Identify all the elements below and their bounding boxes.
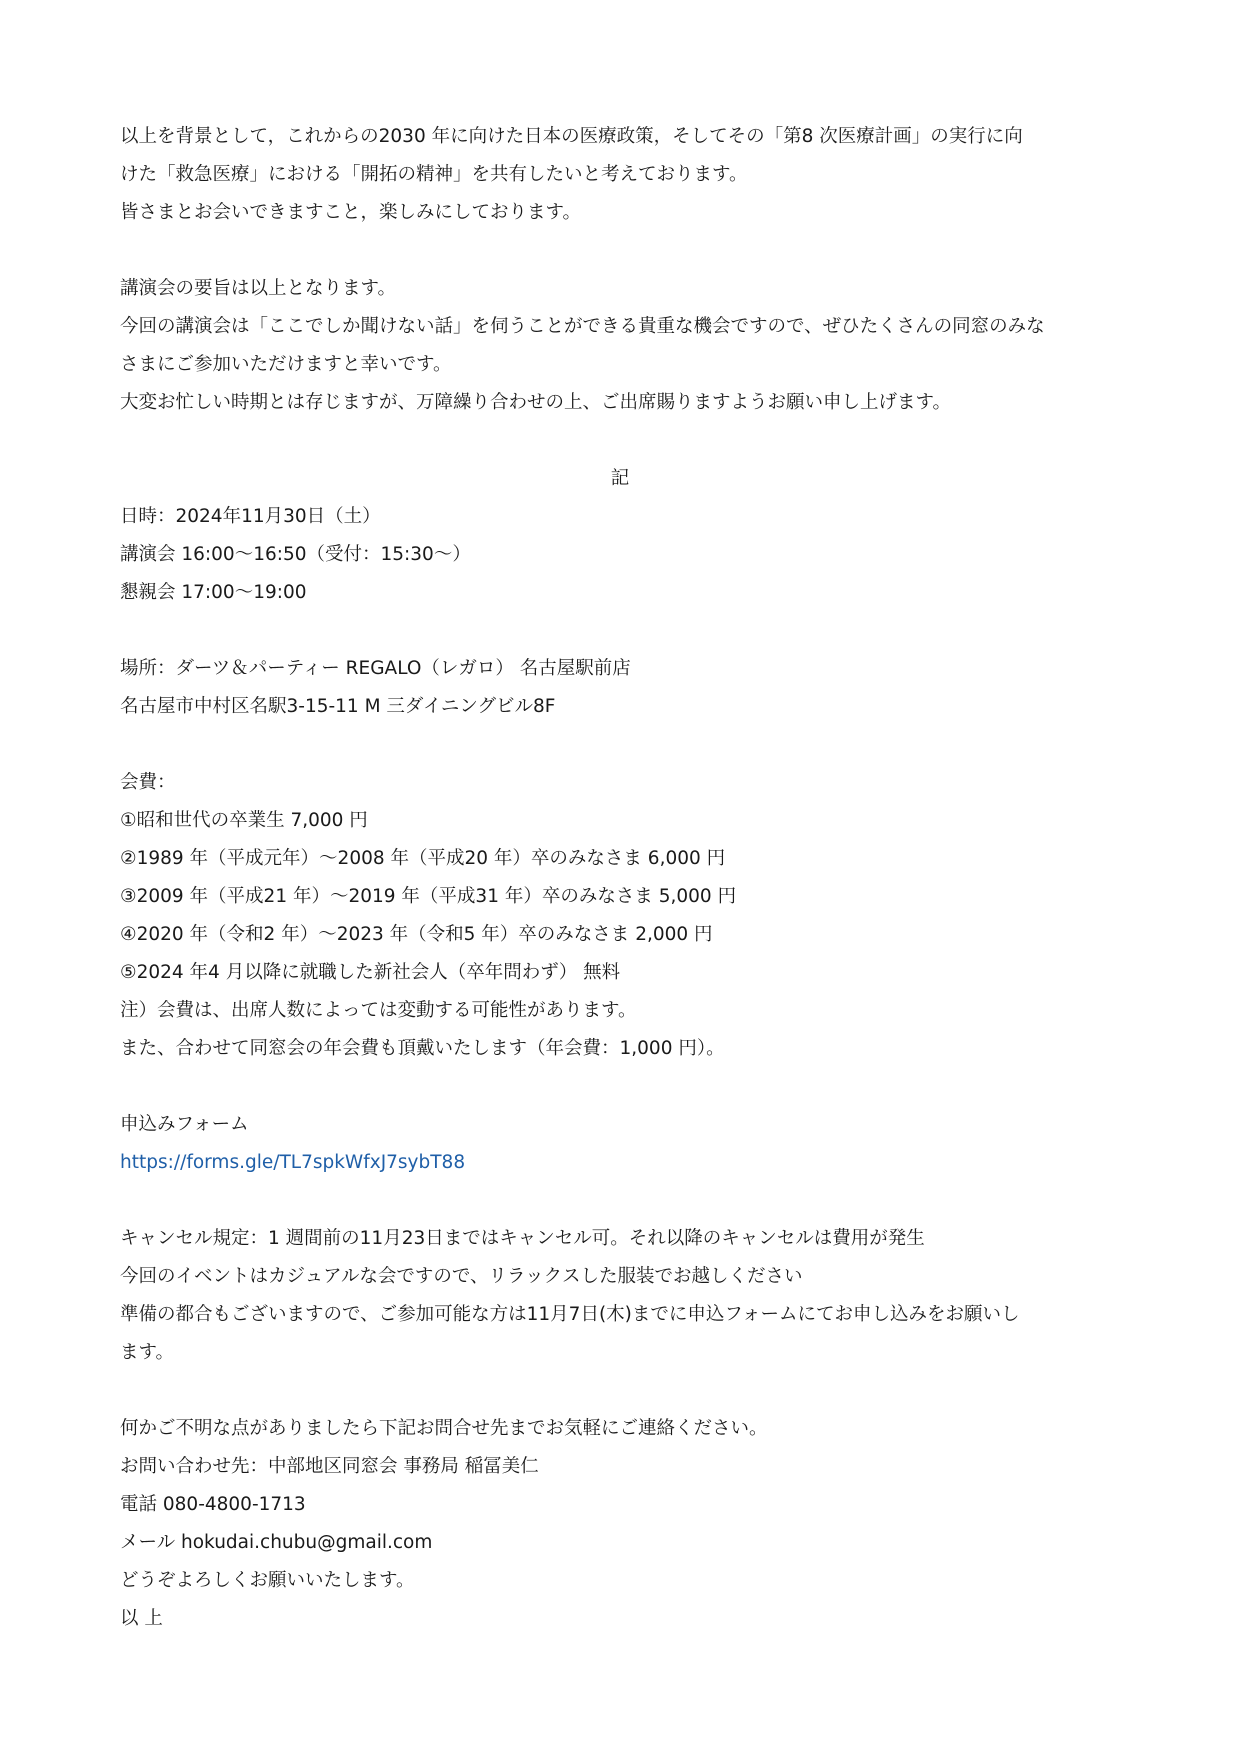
summary-line-1: 講演会の要旨は以上となります。 bbox=[120, 278, 397, 299]
spacer bbox=[120, 232, 1130, 270]
deadline-line-1: 準備の都合もございますので、ご参加可能な方は11月7日(木)までに申込フォームにてお申し込みをお願いし bbox=[120, 1304, 1020, 1325]
spacer bbox=[120, 422, 1130, 460]
spacer bbox=[120, 1068, 1130, 1106]
schedule-lecture: 講演会 16:00～16:50（受付：15:30～） bbox=[120, 544, 471, 565]
form-heading: 申込みフォーム bbox=[120, 1114, 249, 1135]
spacer bbox=[120, 726, 1130, 764]
fees-note-2: また、合わせて同窓会の年会費も頂戴いたします（年会費：1,000 円）。 bbox=[120, 1038, 725, 1059]
schedule-date: 日時：2024年11月30日（土） bbox=[120, 506, 381, 527]
venue-name: 場所：ダーツ＆パーティー REGALO（レガロ） 名古屋駅前店 bbox=[120, 658, 631, 679]
deadline-line-2: ます。 bbox=[120, 1342, 175, 1363]
summary-line-3: さまにご参加いただけますと幸いです。 bbox=[120, 354, 452, 375]
document-page bbox=[120, 118, 1130, 1638]
intro-line-2: けた「救急医療」における「開拓の精神」を共有したいと考えております。 bbox=[120, 164, 748, 185]
ki-heading: 記 bbox=[610, 468, 630, 489]
fee-item: ①昭和世代の卒業生 7,000 円 bbox=[120, 810, 368, 831]
spacer bbox=[120, 1182, 1130, 1220]
contact-office: お問い合わせ先：中部地区同窓会 事務局 稲冨美仁 bbox=[120, 1456, 539, 1477]
intro-line-1: 以上を背景として，これからの2030 年に向けた日本の医療政策，そしてその「第8 次医療計画」の実行に向 bbox=[120, 126, 1023, 147]
form-link[interactable]: https://forms.gle/TL7spkWfxJ7sybT88 bbox=[120, 1152, 466, 1173]
closing-regards: どうぞよろしくお願いいたします。 bbox=[120, 1570, 415, 1591]
summary-line-2: 今回の講演会は「ここでしか聞けない話」を伺うことができる貴重な機会ですので、ぜひたくさんの同窓のみな bbox=[120, 316, 1045, 337]
contact-phone: 電話 080-4800-1713 bbox=[120, 1494, 306, 1515]
fee-item: ③2009 年（平成21 年）～2019 年（平成31 年）卒のみなさま 5,000 円 bbox=[120, 886, 737, 907]
spacer bbox=[120, 612, 1130, 650]
fee-item: ⑤2024 年4 月以降に就職した新社会人（卒年問わず） 無料 bbox=[120, 962, 621, 983]
fee-item: ④2020 年（令和2 年）～2023 年（令和5 年）卒のみなさま 2,000 円 bbox=[120, 924, 713, 945]
contact-intro: 何かご不明な点がありましたら下記お問合せ先までお気軽にご連絡ください。 bbox=[120, 1418, 768, 1439]
closing-end: 以 上 bbox=[120, 1608, 163, 1629]
contact-email: メール hokudai.chubu@gmail.com bbox=[120, 1532, 433, 1553]
dress-code: 今回のイベントはカジュアルな会ですので、リラックスした服装でお越しください bbox=[120, 1266, 803, 1287]
venue-address: 名古屋市中村区名駅3-15-11 M 三ダイニングビル8F bbox=[120, 696, 556, 717]
fees-note-1: 注）会費は、出席人数によっては変動する可能性があります。 bbox=[120, 1000, 637, 1021]
summary-line-4: 大変お忙しい時期とは存じますが、万障繰り合わせの上、ご出席賜りますようお願い申し上げます。 bbox=[120, 392, 952, 413]
intro-line-3: 皆さまとお会いできますこと，楽しみにしております。 bbox=[120, 202, 582, 223]
fees-heading: 会費： bbox=[120, 772, 176, 793]
spacer bbox=[120, 1372, 1130, 1410]
fee-item: ②1989 年（平成元年）～2008 年（平成20 年）卒のみなさま 6,000 円 bbox=[120, 848, 726, 869]
cancel-policy: キャンセル規定：1 週間前の11月23日まではキャンセル可。それ以降のキャンセルは費用が発生 bbox=[120, 1228, 925, 1249]
schedule-party: 懇親会 17:00～19:00 bbox=[120, 582, 307, 603]
